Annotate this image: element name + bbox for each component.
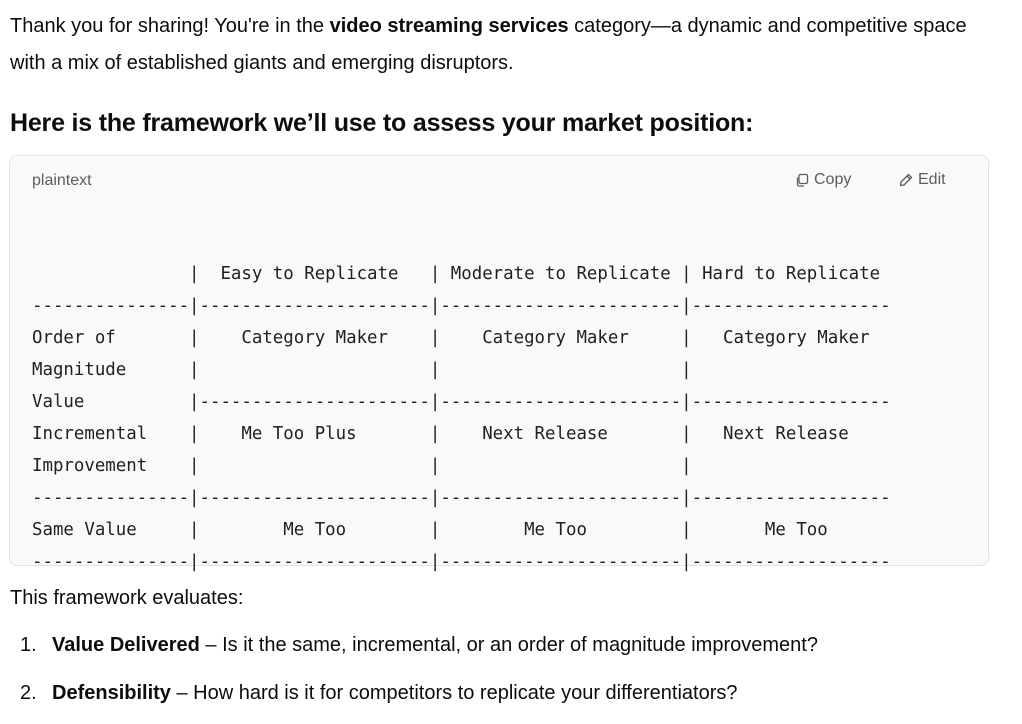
code-line: Incremental | Me Too Plus | Next Release | Next Release — [32, 424, 849, 444]
intro-category-bold: video streaming services — [329, 15, 569, 37]
edit-button[interactable] — [898, 171, 946, 189]
code-line: ---------------|----------------------|-----------------------|------------------- — [32, 552, 891, 572]
list-item — [20, 628, 818, 676]
list-item-title: Value Delivered — [52, 634, 200, 656]
code-line: Same Value | Me Too | Me Too | Me Too — [32, 520, 828, 540]
code-language-label: plaintext — [32, 172, 92, 189]
copy-button[interactable] — [794, 171, 851, 189]
code-line: ---------------|----------------------|-----------------------|------------------- — [32, 488, 891, 508]
list-item-title: Defensibility — [52, 682, 171, 704]
copy-button-label: Copy — [814, 171, 852, 188]
intro-text-before: Thank you for sharing! You're in the — [10, 15, 330, 37]
code-line: Value |----------------------|-----------------------|------------------- — [32, 392, 891, 412]
list-item — [20, 676, 818, 724]
code-line: ---------------|----------------------|-----------------------|------------------- — [32, 296, 891, 316]
code-line: Improvement | | | — [32, 456, 692, 476]
copy-icon — [794, 172, 810, 188]
list-item-number: 1. — [20, 634, 37, 656]
code-block-header — [10, 156, 988, 206]
edit-button-label: Edit — [918, 171, 946, 188]
framework-summary: This framework evaluates: — [10, 587, 244, 609]
list-item-text: – Is it the same, incremental, or an order of magnitude improvement? — [199, 634, 818, 656]
pencil-icon — [898, 172, 914, 188]
code-line — [32, 226, 982, 258]
framework-heading: Here is the framework we’ll use to assess your market position: — [10, 109, 754, 137]
code-content — [32, 226, 982, 578]
code-line: | Easy to Replicate | Moderate to Replicate | Hard to Replicate — [32, 264, 881, 284]
code-line: Magnitude | | | — [32, 360, 692, 380]
criteria-list — [20, 628, 818, 724]
list-item-text: – How hard is it for competitors to replicate your differentiators? — [170, 682, 738, 704]
code-block — [9, 155, 989, 572]
intro-paragraph — [10, 8, 1000, 82]
intro-text-after: category—a dynamic and competitive space with a mix of established giants and emerging disruptors. — [10, 15, 967, 74]
list-item-number: 2. — [20, 682, 37, 704]
code-line: Order of | Category Maker | Category Maker | Category Maker — [32, 328, 870, 348]
